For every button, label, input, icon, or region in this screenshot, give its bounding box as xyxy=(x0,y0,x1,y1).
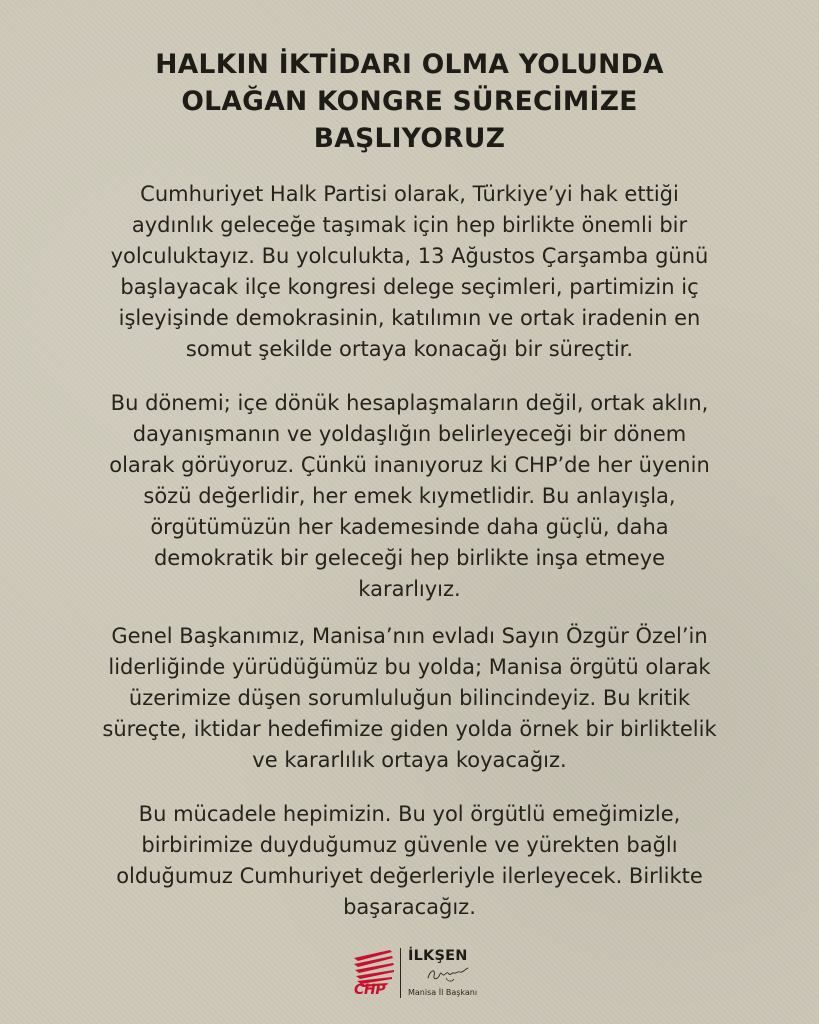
text-line: olarak görüyoruz. Çünkü inanıyoruz ki CHP’de her üyenin xyxy=(109,453,710,477)
chp-logo-text: CHP xyxy=(354,982,386,998)
text-line: birbirimize duyduğumuz güvenle ve yürekten bağlı xyxy=(141,833,678,857)
text-line: Genel Başkanımız, Manisa’nın evladı Sayın Özgür Özel’in xyxy=(111,624,708,648)
text-line: kararlıyız. xyxy=(358,577,461,601)
text-line: Cumhuriyet Halk Partisi olarak, Türkiye’yi hak ettiği xyxy=(140,182,679,206)
text-line: aydınlık geleceğe taşımak için hep birlikte önemli bir xyxy=(131,213,688,237)
text-line: Bu mücadele hepimizin. Bu yol örgütlü emeğimizle, xyxy=(138,802,681,826)
text-line: örgütümüzün her kademesinde daha güçlü, daha xyxy=(150,515,669,539)
text-line: somut şekilde ortaya konacağı bir süreçtir. xyxy=(185,337,634,361)
text-line: demokratik bir geleceği hep birlikte inşa etmeye xyxy=(153,546,666,570)
text-line: dayanışmanın ve yoldaşlığın belirleyeceği bir dönem xyxy=(132,422,687,446)
divider xyxy=(400,948,401,998)
text-line: üzerimize düşen sorumluluğun bilincindeyiz. Bu kritik xyxy=(128,686,691,710)
text-line: süreçte, iktidar hedefimize giden yolda örnek bir birliktelik xyxy=(102,717,717,741)
title-line: BAŞLIYORUZ xyxy=(313,123,506,154)
text-line: başlayacak ilçe kongresi delege seçimleri, partimizin iç xyxy=(120,275,699,299)
title-line: HALKIN İKTİDARI OLMA YOLUNDA xyxy=(155,49,664,80)
title-line: OLAĞAN KONGRE SÜRECİMİZE xyxy=(181,86,638,117)
signatory-role: Manisa İl Başkanı xyxy=(408,988,478,997)
text-line: işleyişinde demokrasinin, katılımın ve ortak iradenin en xyxy=(118,306,701,330)
text-line: başaracağız. xyxy=(343,895,476,919)
paragraph-leadership xyxy=(40,621,779,776)
signature-block xyxy=(352,944,482,1004)
paragraph-intro xyxy=(40,179,779,365)
text-line: sözü değerlidir, her emek kıymetlidir. Bu anlayışla, xyxy=(143,484,676,508)
signatory-name: İLKŞEN xyxy=(408,948,468,964)
paragraph-solidarity xyxy=(40,388,779,605)
text-line: Bu dönemi; içe dönük hesaplaşmaların değil, ortak aklın, xyxy=(110,391,709,415)
handwritten-signature-icon xyxy=(424,962,472,986)
text-line: ve kararlılık ortaya koyacağız. xyxy=(252,748,567,772)
text-line: olduğumuz Cumhuriyet değerleriyle ilerleyecek. Birlikte xyxy=(116,864,703,888)
text-line: yolculuktayız. Bu yolculukta, 13 Ağustos Çarşamba günü xyxy=(110,244,709,268)
page-title xyxy=(60,46,759,157)
paragraph-closing xyxy=(40,799,779,923)
text-line: liderliğinde yürüdüğümüz bu yolda; Manisa örgütü olarak xyxy=(108,655,711,679)
